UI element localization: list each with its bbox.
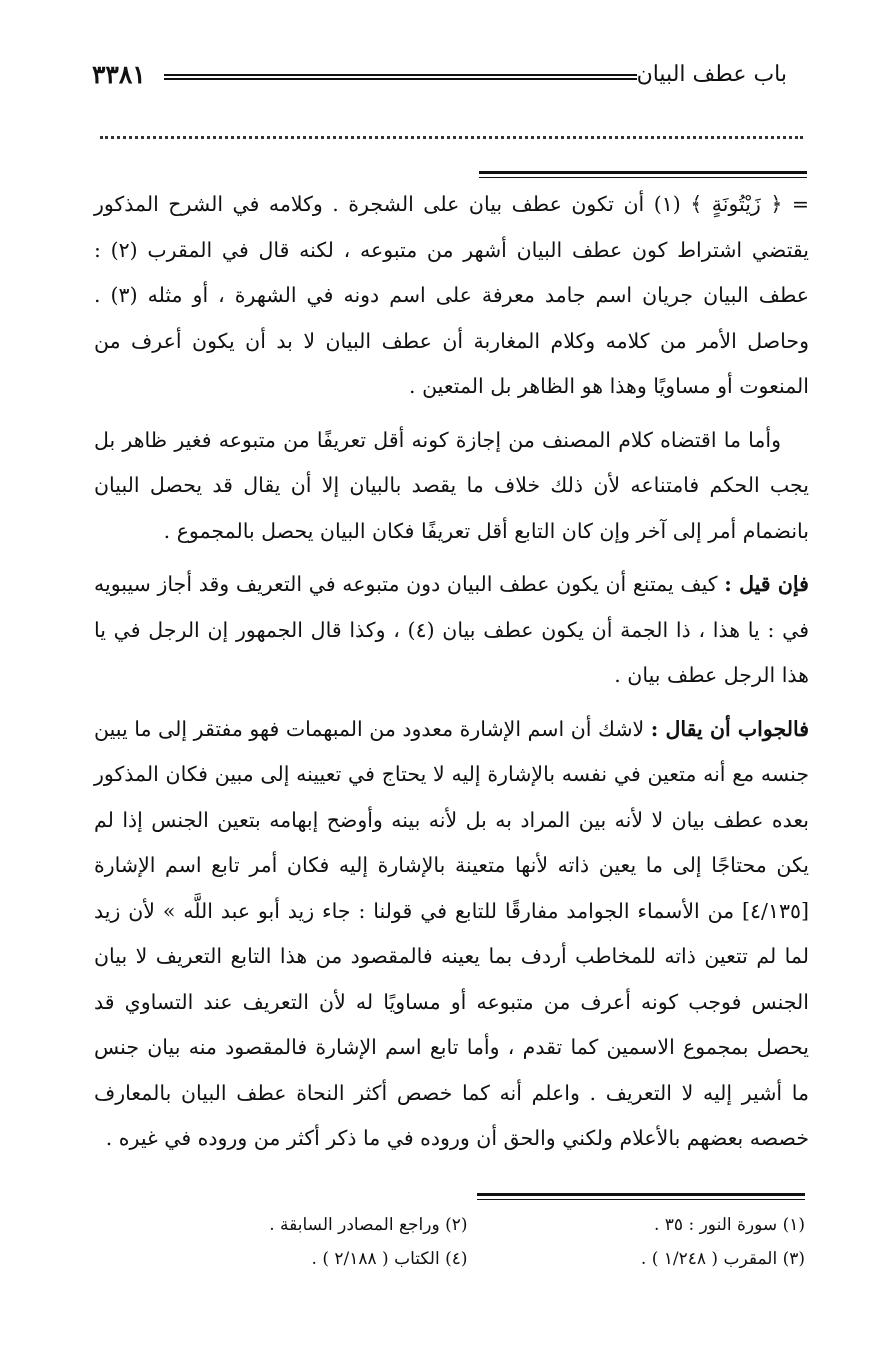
- paragraph-1: [94, 182, 809, 410]
- paragraph-3: [94, 562, 809, 699]
- question-lead: فإن قيل :: [724, 572, 809, 596]
- footnotes: [130, 1208, 805, 1276]
- page-number: ٣٣٨١: [92, 60, 146, 89]
- main-text: [94, 182, 809, 1162]
- paragraph-2: [94, 418, 809, 555]
- footnote-4: (٤) الكتاب ( ٢/١٨٨ ) .: [311, 1249, 468, 1269]
- footnote-1: (١) سورة النور : ٣٥ .: [653, 1215, 805, 1235]
- footnote-3: (٣) المقرب ( ١/٢٤٨ ) .: [640, 1249, 805, 1269]
- chapter-title: باب عطف البيان: [636, 62, 787, 87]
- paragraph-2-text: وأما ما اقتضاه كلام المصنف من إجازة كونه أقل تعريفًا من متبوعه فغير ظاهر بل يجب الحكم فامتناعه لأن ذلك خلاف ما يقصد بالبيان إلا أن يقال قد يحصل البيان بانضمام أمر إلى آخر وإن كان التابع أقل تعريفًا فكان البيان يحصل بالمجموع .: [94, 427, 809, 543]
- footnote-row: [130, 1242, 805, 1276]
- footnote-2: (٢) وراجع المصادر السابقة .: [269, 1215, 468, 1235]
- answer-lead: فالجواب أن يقال :: [650, 716, 809, 741]
- running-header: [92, 60, 787, 94]
- paragraph-1-first-line: = ﴿ زَيْتُونَةٍ ﴾ (١) أن تكون عطف بيان على الشجرة . وكلامه في الشرح المذكور يقتضي: [94, 192, 810, 262]
- paragraph-1-rest: اشتراط كون عطف البيان أشهر من متبوعه ، لكنه قال في المقرب (٢) : عطف البيان جريان اسم جامد معرفة على اسم دونه في الشهرة ، أو مثله (٣) . وحاصل الأمر من كلامه وكلام المغاربة أن عطف البيان لا بد أن يكون أعرف من المنعوت أو مساويًا وهذا هو الظاهر بل المتعين .: [94, 237, 810, 398]
- paragraph-4: [94, 707, 809, 1162]
- continuation-rule: [479, 171, 807, 178]
- paragraph-4-text: لاشك أن اسم الإشارة معدود من المبهمات فهو مفتقر إلى ما يبين جنسه مع أنه متعين في نفسه بالإشارة إليه لا يحتاج في تعيينه إلى مبين فكان المذكور بعده عطف بيان لا لأنه بين المراد به بل لأنه بينه وأوضح إبهامه بتعين الجنس إذا لم يكن محتاجًا إلى ما يعين ذاته لأنها متعينة بالإشارة إليه فكان أمر تابع اسم الإشارة [٤/١٣٥] من الأسماء الجوامد مفارقًا للتابع في قولنا : جاء زيد أبو عبد اللَّه » لأن زيد لما لم تتعين ذاته للمخاطب أردف بما يعينه فالمقصود من هذا التابع التعريف لا بيان الجنس فوجب كونه أعرف من متبوعه أو مساويًا له لأن التعريف عند التساوي قد يحصل بمجموع الاسمين كما تقدم ، وأما تابع اسم الإشارة فالمقصود منه بيان جنس ما أشير إليه لا التعريف . واعلم أنه كما خصص أكثر النحاة عطف البيان بالمعارف خصصه بعضهم بالأعلام ولكني والحق أن وروده في ما ذكر أكثر من وروده في غيره .: [94, 716, 809, 1150]
- footnote-rule: [477, 1193, 805, 1200]
- dotted-separator: [100, 128, 803, 139]
- paragraph-3-text: كيف يمتنع أن يكون عطف البيان دون متبوعه في التعريف وقد أجاز سيبويه في : يا هذا ، ذا الجمة أن يكون عطف بيان (٤) ، وكذا قال الجمهور إن الرجل في يا هذا الرجل عطف بيان .: [94, 572, 810, 687]
- footnote-row: [130, 1208, 805, 1242]
- header-rule: [164, 74, 637, 80]
